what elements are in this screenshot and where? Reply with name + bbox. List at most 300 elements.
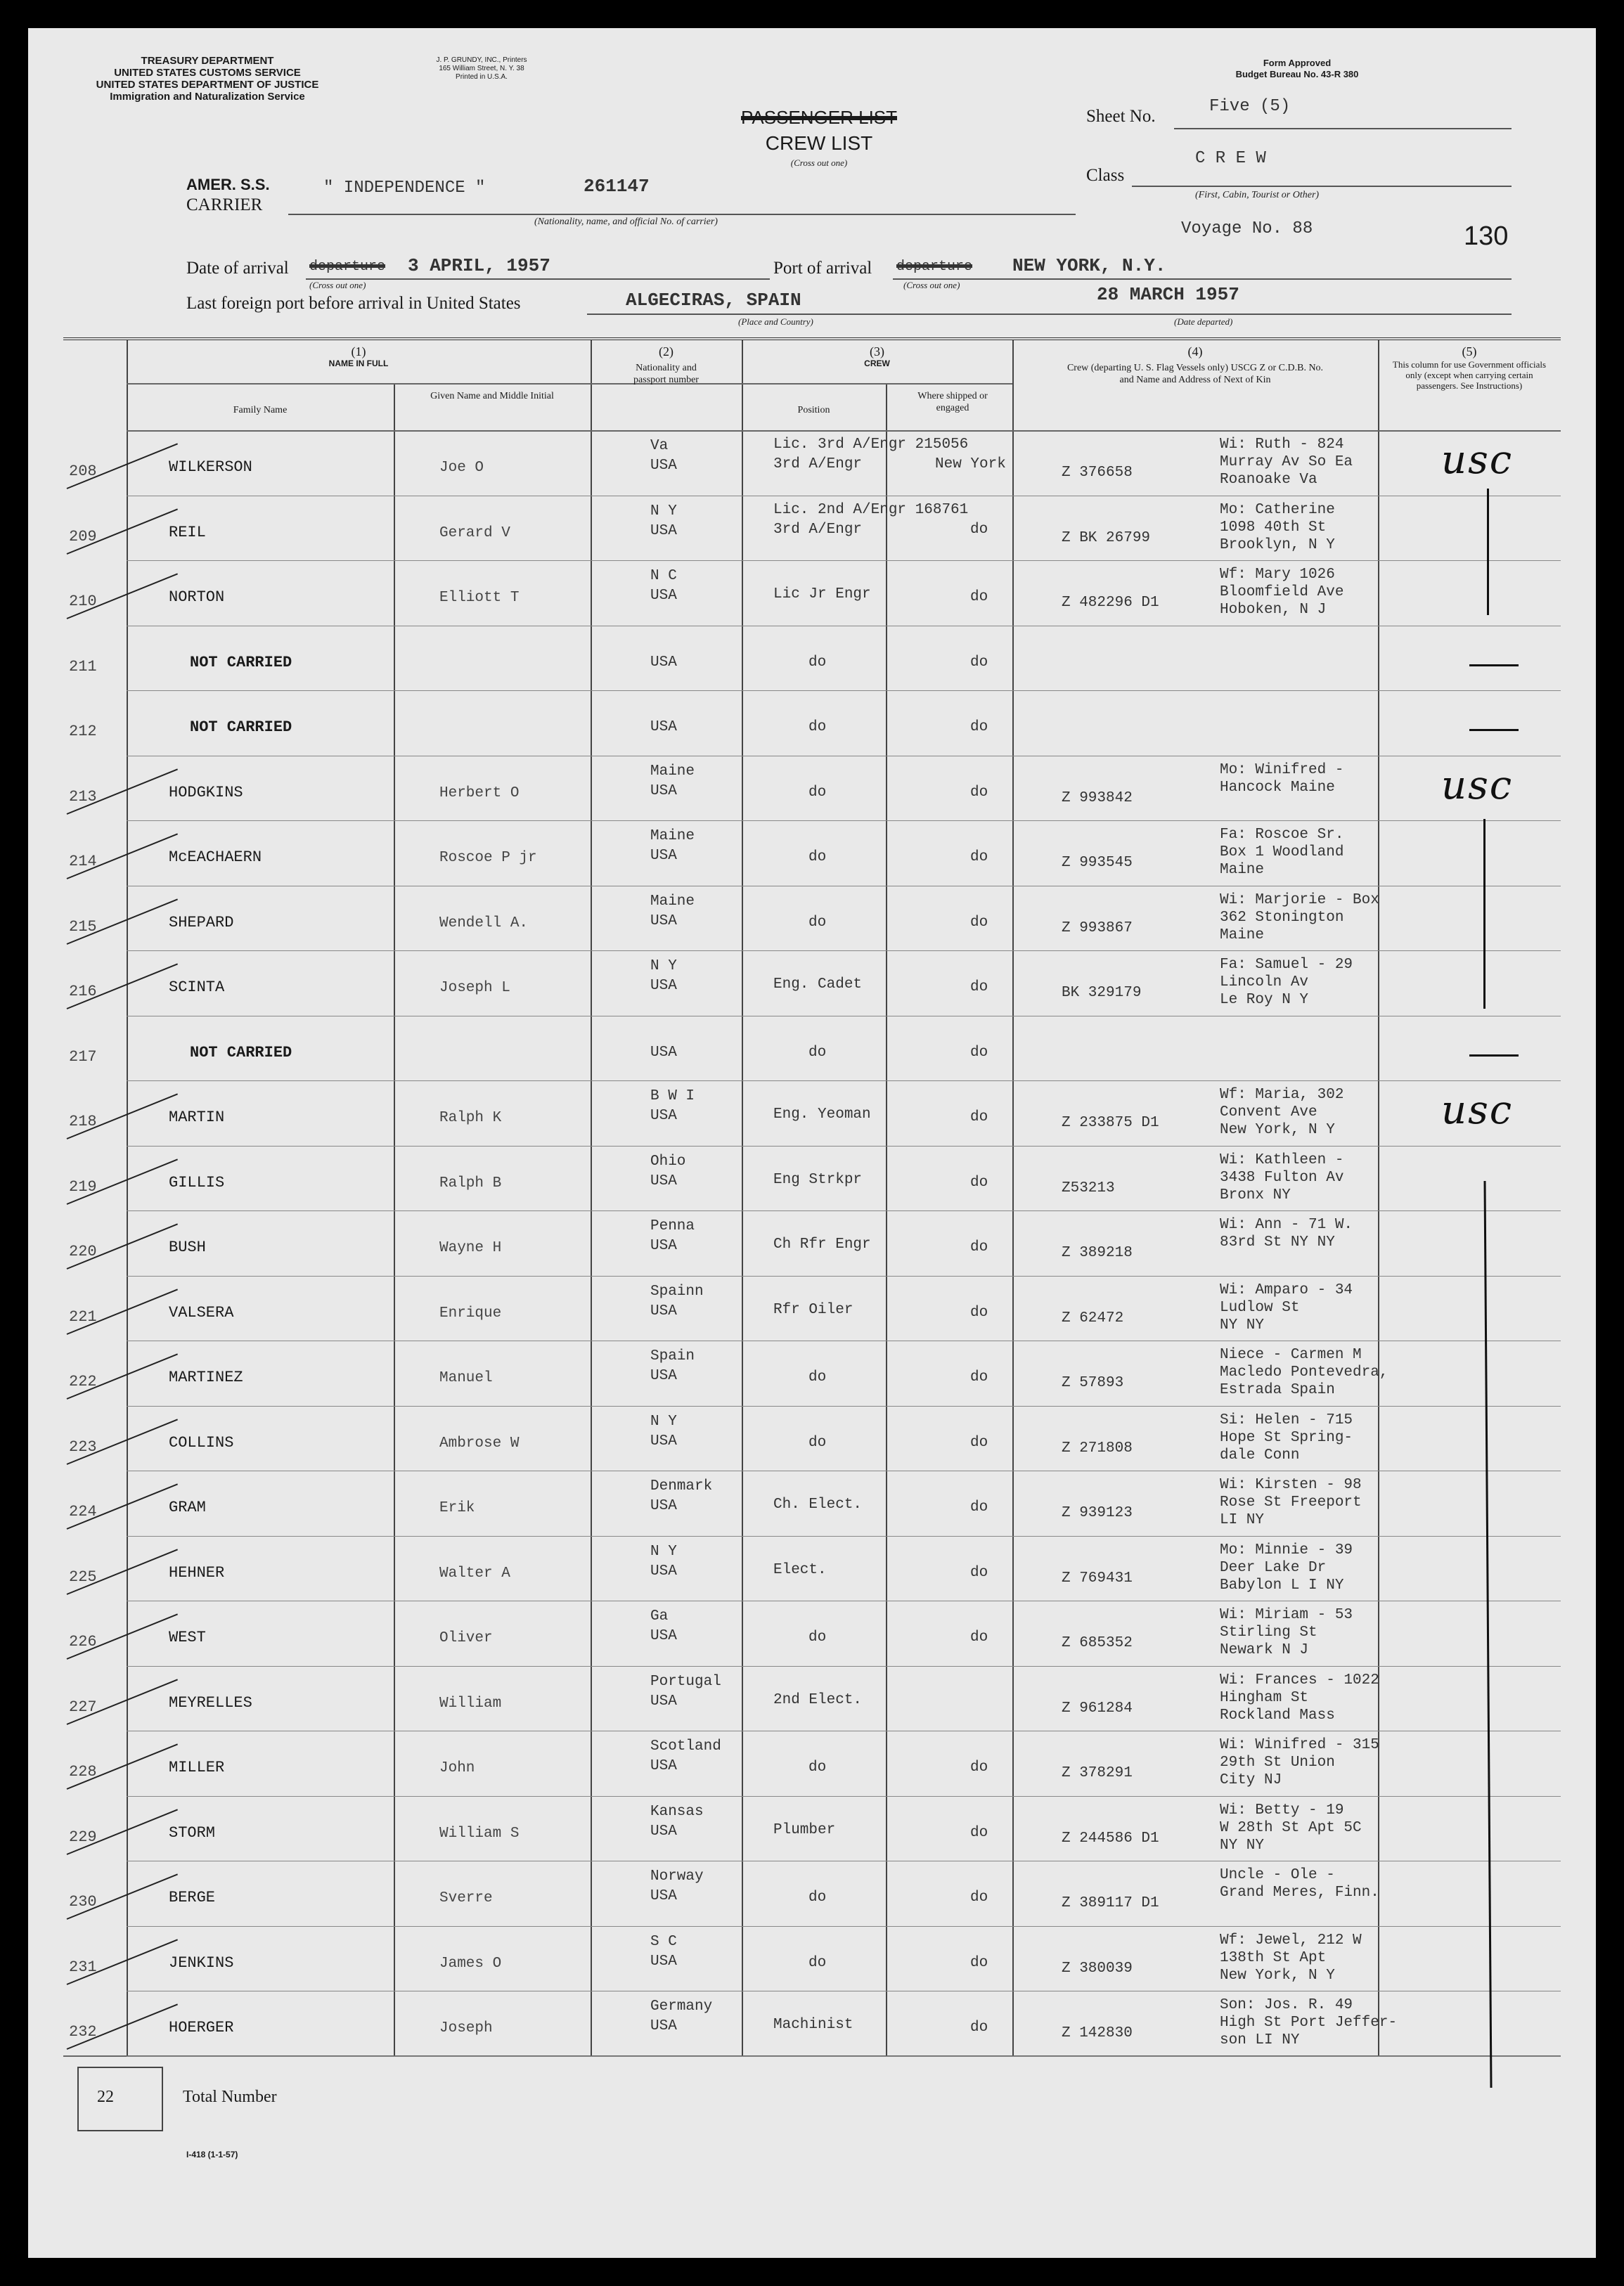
c3-where-header: Where shipped or engaged [917, 391, 988, 413]
official-dash [1469, 729, 1519, 731]
class-value: C R E W [1195, 149, 1266, 168]
uscg-number: Z 685352 [1062, 1635, 1133, 1651]
nationality-line: Va [650, 438, 669, 454]
position-line: do [808, 1954, 827, 1971]
nationality-line: USA [650, 912, 677, 929]
nationality-line: Norway [650, 1868, 704, 1885]
row-separator [127, 1276, 1561, 1277]
nationality-line: USA [650, 1433, 677, 1449]
col-divider-pos [742, 340, 743, 2055]
row-separator [127, 1210, 1561, 1211]
carrier-note: (Nationality, name, and official No. of carrier) [534, 217, 718, 227]
where-engaged: do [970, 521, 988, 538]
where-engaged: do [970, 1890, 988, 1906]
family-name: MILLER [169, 1759, 225, 1776]
nationality-line: USA [650, 588, 677, 604]
given-name: William [439, 1695, 502, 1712]
nationality-line: USA [650, 1823, 677, 1840]
budget-bureau-line: Budget Bureau No. 43-R 380 [1235, 69, 1359, 79]
position-line: Lic Jr Engr [773, 586, 871, 602]
family-name: NOT CARRIED [190, 718, 292, 736]
where-engaged: do [970, 589, 988, 605]
where-engaged: do [970, 1109, 988, 1125]
last-port-underline [587, 314, 1512, 315]
nationality-line: USA [650, 1498, 677, 1514]
family-name: GRAM [169, 1499, 206, 1516]
next-of-kin-line: NY NY [1220, 1837, 1265, 1854]
next-of-kin-line: Wf: Maria, 302 [1220, 1087, 1344, 1103]
family-name: BERGE [169, 1889, 216, 1906]
uscg-number: Z 380039 [1062, 1960, 1133, 1977]
port-label: Port of arrival [773, 259, 872, 278]
next-of-kin-line: Si: Helen - 715 [1220, 1412, 1353, 1428]
nationality-line: Maine [650, 828, 695, 844]
position-line: do [808, 914, 827, 931]
c4-number: (4) [1187, 344, 1203, 359]
row-number: 212 [69, 723, 97, 740]
next-of-kin-line: Mo: Winifred - [1220, 761, 1344, 778]
row-number: 211 [69, 657, 97, 676]
list-type-struck: PASSENGER LIST [740, 107, 898, 128]
official-stroke [1483, 819, 1486, 1009]
form-approved [1216, 58, 1378, 80]
next-of-kin-line: High St Port Jeffer- [1220, 2015, 1398, 2031]
nationality-line: USA [650, 1303, 677, 1319]
nationality-line: Maine [650, 763, 695, 780]
row-separator [127, 1926, 1561, 1927]
next-of-kin-line: Babylon L I NY [1220, 1577, 1344, 1594]
where-engaged: do [970, 1369, 988, 1386]
row-number: 223 [69, 1438, 97, 1456]
c4-header [1012, 346, 1378, 386]
given-name: Wayne H [439, 1240, 502, 1256]
family-name: STORM [169, 1823, 216, 1842]
next-of-kin-line: Murray Av So Ea [1220, 454, 1353, 470]
given-name: Gerard V [439, 524, 510, 541]
c3-number: (3) [870, 344, 884, 359]
next-of-kin-line: Wi: Miriam - 53 [1220, 1607, 1353, 1623]
next-of-kin-line: Hoboken, N J [1220, 602, 1327, 618]
position-line: Eng Strkpr [773, 1171, 863, 1188]
nationality-line: USA [650, 782, 677, 799]
next-of-kin-line: Stirling St [1220, 1625, 1317, 1641]
position-line: do [808, 719, 827, 735]
row-separator [127, 690, 1561, 691]
family-name: HODGKINS [169, 783, 243, 801]
agency-block [42, 55, 373, 103]
family-name: MARTIN [169, 1109, 225, 1126]
row-separator [127, 1666, 1561, 1667]
next-of-kin-line: son LI NY [1220, 2032, 1300, 2048]
official-dash [1469, 1054, 1519, 1057]
nationality-line: N Y [650, 1543, 677, 1560]
next-of-kin-line: Wf: Jewel, 212 W [1220, 1932, 1362, 1949]
uscg-number: Z 271808 [1062, 1440, 1133, 1457]
row-separator [127, 1146, 1561, 1147]
nationality-line: USA [650, 2018, 677, 2034]
next-of-kin-line: Fa: Roscoe Sr. [1220, 827, 1344, 843]
row-number: 230 [69, 1893, 97, 1911]
nationality-line: Maine [650, 893, 695, 910]
row-separator [127, 1406, 1561, 1407]
nationality-line: Portugal [650, 1673, 721, 1690]
nationality-line: N Y [650, 958, 677, 974]
next-of-kin-line: Wi: Amparo - 34 [1220, 1281, 1353, 1298]
next-of-kin-line: Maine [1220, 862, 1265, 878]
next-of-kin-line: New York, N Y [1220, 1967, 1335, 1984]
uscg-number: Z 482296 D1 [1062, 595, 1159, 611]
position-line: Rfr Oiler [773, 1301, 853, 1318]
row-number: 228 [69, 1763, 97, 1781]
next-of-kin-line: NY NY [1220, 1317, 1265, 1334]
position-line: 2nd Elect. [773, 1691, 863, 1708]
row-number: 218 [69, 1113, 97, 1130]
agency-line: Immigration and Naturalization Service [110, 91, 305, 103]
row-number: 210 [69, 593, 97, 610]
nationality-line: USA [650, 1108, 677, 1124]
col-left-border [127, 340, 128, 2055]
row-number: 225 [69, 1568, 97, 1586]
row-number: 227 [69, 1698, 97, 1716]
nationality-line: B W I [650, 1088, 695, 1104]
nationality-line: USA [650, 1368, 677, 1384]
uscg-number: Z 993545 [1062, 855, 1133, 871]
nationality-line: USA [650, 1758, 677, 1774]
agency-line: UNITED STATES CUSTOMS SERVICE [114, 67, 301, 79]
subheader-rule [127, 383, 1012, 385]
where-engaged: do [970, 1759, 988, 1776]
given-name: James O [439, 1955, 502, 1972]
position-line: Ch Rfr Engr [773, 1236, 871, 1253]
row-number: 226 [69, 1633, 97, 1651]
where-engaged: do [970, 1044, 988, 1061]
uscg-number: Z 961284 [1062, 1700, 1133, 1717]
family-name: WILKERSON [169, 458, 252, 476]
last-port-note: (Place and Country) [738, 316, 813, 327]
carrier-number: 261147 [584, 176, 650, 197]
c1-family-header: Family Name [233, 405, 288, 415]
arrival-cross-note: (Cross out one) [309, 280, 366, 290]
next-of-kin-line: Wi: Ruth - 824 [1220, 437, 1344, 453]
sheet-underline [1174, 128, 1512, 129]
next-of-kin-line: Hancock Maine [1220, 779, 1335, 796]
position-line: do [808, 654, 827, 671]
given-name: Joe O [439, 460, 484, 476]
printer-line: 165 William Street, N. Y. 38 [439, 65, 524, 72]
row-number: 209 [69, 527, 97, 545]
position-line: 3rd A/Engr [773, 456, 863, 472]
row-number: 221 [69, 1307, 97, 1326]
next-of-kin-line: Bloomfield Ave [1220, 584, 1344, 600]
voyage-number: Voyage No. 88 [1181, 219, 1313, 238]
given-name: Ambrose W [439, 1435, 520, 1452]
next-of-kin-line: Newark N J [1220, 1642, 1309, 1658]
uscg-number: Z 142830 [1062, 2025, 1133, 2041]
row-number: 213 [69, 787, 97, 806]
next-of-kin-line: LI NY [1220, 1512, 1265, 1528]
arrival-underline [306, 278, 770, 280]
next-of-kin-line: Maine [1220, 926, 1265, 943]
last-port-label: Last foreign port before arrival in United States [186, 294, 521, 313]
form-approved-line: Form Approved [1263, 58, 1332, 68]
position-line: do [808, 1890, 827, 1906]
given-name: Ralph B [439, 1175, 502, 1192]
uscg-number: Z53213 [1062, 1180, 1115, 1196]
col-divider-kin [1012, 340, 1014, 2055]
agency-line: UNITED STATES DEPARTMENT OF JUSTICE [96, 79, 319, 91]
official-initials: usc [1441, 437, 1514, 483]
position-line: do [808, 1369, 827, 1386]
nationality-line: USA [650, 1953, 677, 1970]
where-engaged: do [970, 1174, 988, 1191]
next-of-kin-line: Fa: Samuel - 29 [1220, 957, 1353, 973]
row-number: 222 [69, 1373, 97, 1390]
carrier-prefix: AMER. S.S. [186, 176, 270, 193]
row-separator [127, 2056, 1561, 2057]
row-number: 220 [69, 1243, 97, 1260]
uscg-number: Z 244586 D1 [1062, 1830, 1159, 1847]
nationality-line: USA [650, 848, 677, 864]
crew-list-sheet [28, 28, 1596, 2258]
where-engaged: do [970, 849, 988, 865]
arrival-struck: departure [309, 259, 386, 275]
next-of-kin-line: 3438 Fulton Av [1220, 1169, 1344, 1186]
where-engaged: do [970, 979, 988, 995]
c5-title: This column for use Government officials only (except when carrying certain passengers. See Instructions) [1392, 359, 1547, 391]
last-port-value: ALGECIRAS, SPAIN [626, 290, 801, 311]
family-name: HOERGER [169, 2019, 234, 2036]
next-of-kin-line: Roanoake Va [1220, 472, 1317, 488]
uscg-number: Z 378291 [1062, 1765, 1133, 1781]
next-of-kin-line: Macledo Pontevedra, [1220, 1364, 1388, 1381]
c1-number: (1) [351, 344, 366, 359]
next-of-kin-line: Wi: Kathleen - [1220, 1151, 1344, 1168]
where-engaged: do [970, 719, 988, 735]
c1-given-header: Given Name and Middle Initial [430, 391, 554, 401]
uscg-number: Z 389117 D1 [1062, 1895, 1159, 1911]
c5-number: (5) [1462, 344, 1477, 359]
nationality-line: USA [650, 1173, 677, 1189]
given-name: Wendell A. [439, 915, 529, 931]
where-engaged: do [970, 1304, 988, 1321]
family-name: MARTINEZ [169, 1369, 243, 1386]
given-name: Ralph K [439, 1110, 502, 1126]
where-engaged: do [970, 1499, 988, 1516]
where-engaged: do [970, 914, 988, 931]
printer-block [411, 56, 552, 82]
next-of-kin-line: Brooklyn, N Y [1220, 536, 1335, 553]
family-name: HEHNER [169, 1563, 225, 1582]
family-name: VALSERA [169, 1303, 234, 1322]
uscg-number: BK 329179 [1062, 985, 1142, 1001]
port-struck: departure [896, 259, 973, 275]
given-name: Erik [439, 1500, 475, 1516]
total-label: Total Number [183, 2088, 277, 2106]
given-name: Enrique [439, 1305, 502, 1322]
next-of-kin-line: Wi: Marjorie - Box [1220, 891, 1379, 908]
next-of-kin-line: Hope St Spring- [1220, 1429, 1353, 1446]
family-name: GILLIS [169, 1173, 225, 1192]
row-number: 208 [69, 463, 97, 480]
next-of-kin-line: Bronx NY [1220, 1187, 1291, 1203]
next-of-kin-line: Ludlow St [1220, 1299, 1300, 1316]
sheet-label: Sheet No. [1086, 107, 1156, 126]
family-name: WEST [169, 1629, 206, 1646]
nationality-line: S C [650, 1933, 677, 1950]
nationality-line: USA [650, 1044, 677, 1061]
family-name: SCINTA [169, 979, 225, 996]
position-line: do [808, 784, 827, 801]
given-name: Walter A [439, 1565, 510, 1582]
family-name: JENKINS [169, 1954, 234, 1972]
nationality-line: N C [650, 568, 677, 584]
row-separator [127, 950, 1561, 951]
position-line: Eng. Cadet [773, 976, 863, 993]
next-of-kin-line: Box 1 Woodland [1220, 844, 1344, 860]
col-divider-given [394, 383, 395, 2055]
uscg-number: Z 769431 [1062, 1570, 1133, 1587]
col-divider-official [1378, 340, 1379, 2055]
official-dash [1469, 664, 1519, 666]
c3-header [742, 346, 1012, 370]
arrival-date-label: Date of arrival [186, 259, 289, 278]
header-bottom-rule [127, 430, 1561, 432]
nationality-line: Penna [650, 1218, 695, 1234]
where-engaged: do [970, 654, 988, 671]
official-stroke [1487, 489, 1489, 615]
where-engaged: New York [935, 456, 1006, 472]
family-name: BUSH [169, 1239, 206, 1256]
carrier-underline [288, 214, 1076, 215]
c2-number: (2) [659, 344, 674, 359]
position-line: Ch. Elect. [773, 1497, 863, 1513]
c3-title: CREW [864, 359, 890, 368]
port-cross-note: (Cross out one) [903, 280, 960, 290]
total-value: 22 [97, 2088, 114, 2106]
next-of-kin-line: City NJ [1220, 1772, 1282, 1788]
row-number: 229 [69, 1828, 97, 1846]
next-of-kin-line: Uncle - Ole - [1220, 1867, 1335, 1883]
nationality-line: Germany [650, 1998, 713, 2015]
row-number: 217 [69, 1047, 97, 1066]
nationality-line: Spain [650, 1348, 695, 1364]
uscg-number: Z 389218 [1062, 1245, 1133, 1261]
next-of-kin-line: Wi: Ann - 71 W. [1220, 1217, 1353, 1233]
next-of-kin-line: W 28th St Apt 5C [1220, 1819, 1362, 1836]
row-number: 216 [69, 983, 97, 1000]
next-of-kin-line: 83rd St NY NY [1220, 1234, 1335, 1251]
class-underline [1132, 186, 1512, 187]
given-name: William S [439, 1825, 520, 1842]
position-line: Elect. [773, 1561, 827, 1578]
next-of-kin-line: Deer Lake Dr [1220, 1559, 1327, 1576]
where-engaged: do [970, 1954, 988, 1971]
c2-title: Nationality and passport number [633, 363, 699, 385]
next-of-kin-line: Rockland Mass [1220, 1707, 1335, 1724]
family-name: McEACHAERN [169, 848, 262, 866]
c3-position-header: Position [797, 405, 830, 415]
given-name: John [439, 1760, 475, 1776]
col-divider-where [886, 383, 887, 2055]
position-line: Lic. 3rd A/Engr 215056 [773, 437, 969, 453]
form-number: I-418 (1-1-57) [186, 2150, 238, 2159]
position-line: do [808, 849, 827, 865]
nationality-line: USA [650, 1888, 677, 1904]
position-line: do [808, 1044, 827, 1061]
official-line [1483, 1181, 1492, 2088]
official-initials: usc [1441, 762, 1514, 808]
nationality-line: Spainn [650, 1283, 704, 1300]
carrier-label: CARRIER [186, 195, 263, 214]
next-of-kin-line: New York, N Y [1220, 1122, 1335, 1138]
where-engaged: do [970, 1629, 988, 1646]
row-number: 232 [69, 2023, 97, 2041]
next-of-kin-line: Mo: Minnie - 39 [1220, 1542, 1353, 1558]
port-underline [893, 278, 1512, 280]
next-of-kin-line: Niece - Carmen M [1220, 1347, 1362, 1363]
position-line: do [808, 1434, 827, 1451]
family-name: COLLINS [169, 1433, 234, 1452]
next-of-kin-line: Mo: Catherine [1220, 501, 1335, 518]
row-separator [127, 560, 1561, 561]
position-line: Eng. Yeoman [773, 1106, 871, 1123]
nationality-line: N Y [650, 1413, 677, 1430]
table-top-rule [63, 337, 1561, 340]
c4-title: Crew (departing U. S. Flag Vessels only) USCG Z or C.D.B. No. and Name and Address of Next of Kin [1066, 363, 1324, 385]
c5-header [1378, 346, 1561, 391]
nationality-line: USA [650, 1563, 677, 1580]
next-of-kin-line: Wi: Winifred - 315 [1220, 1737, 1379, 1753]
next-of-kin-line: Hingham St [1220, 1689, 1309, 1706]
given-name: Joseph [439, 2020, 493, 2036]
list-type: CREW LIST [765, 132, 873, 154]
printer-line: Printed in U.S.A. [456, 73, 508, 81]
official-initials: usc [1441, 1087, 1514, 1133]
c2-header [591, 346, 742, 386]
where-engaged: do [970, 784, 988, 801]
where-engaged: do [970, 2020, 988, 2036]
cross-out-note: (Cross out one) [790, 157, 848, 168]
row-number: 215 [69, 917, 97, 936]
next-of-kin-line: Wf: Mary 1026 [1220, 567, 1335, 583]
family-name: NORTON [169, 588, 225, 606]
port-value: NEW YORK, N.Y. [1012, 255, 1166, 276]
next-of-kin-line: 362 Stonington [1220, 909, 1344, 926]
given-name: Roscoe P jr [439, 850, 537, 866]
uscg-number: Z 57893 [1062, 1375, 1124, 1391]
uscg-number: Z 993867 [1062, 919, 1133, 936]
uscg-number: Z 993842 [1062, 789, 1133, 806]
printer-line: J. P. GRUNDY, INC., Printers [436, 56, 527, 64]
nationality-line: USA [650, 458, 677, 474]
position-line: Lic. 2nd A/Engr 168761 [773, 501, 969, 518]
nationality-line: Scotland [650, 1738, 721, 1755]
class-note: (First, Cabin, Tourist or Other) [1195, 190, 1320, 200]
nationality-line: Kansas [650, 1803, 704, 1820]
row-number: 224 [69, 1503, 97, 1520]
given-name: Joseph L [439, 980, 510, 996]
next-of-kin-line: Son: Jos. R. 49 [1220, 1997, 1353, 2013]
next-of-kin-line: Wi: Betty - 19 [1220, 1802, 1344, 1819]
family-name: SHEPARD [169, 913, 234, 931]
nationality-line: Denmark [650, 1478, 713, 1494]
next-of-kin-line: 138th St Apt [1220, 1949, 1327, 1966]
nationality-line: USA [650, 1238, 677, 1254]
position-line: Machinist [773, 2017, 853, 2033]
next-of-kin-line: 1098 40th St [1220, 519, 1327, 536]
c1-header [127, 346, 591, 370]
where-engaged: do [970, 1824, 988, 1841]
